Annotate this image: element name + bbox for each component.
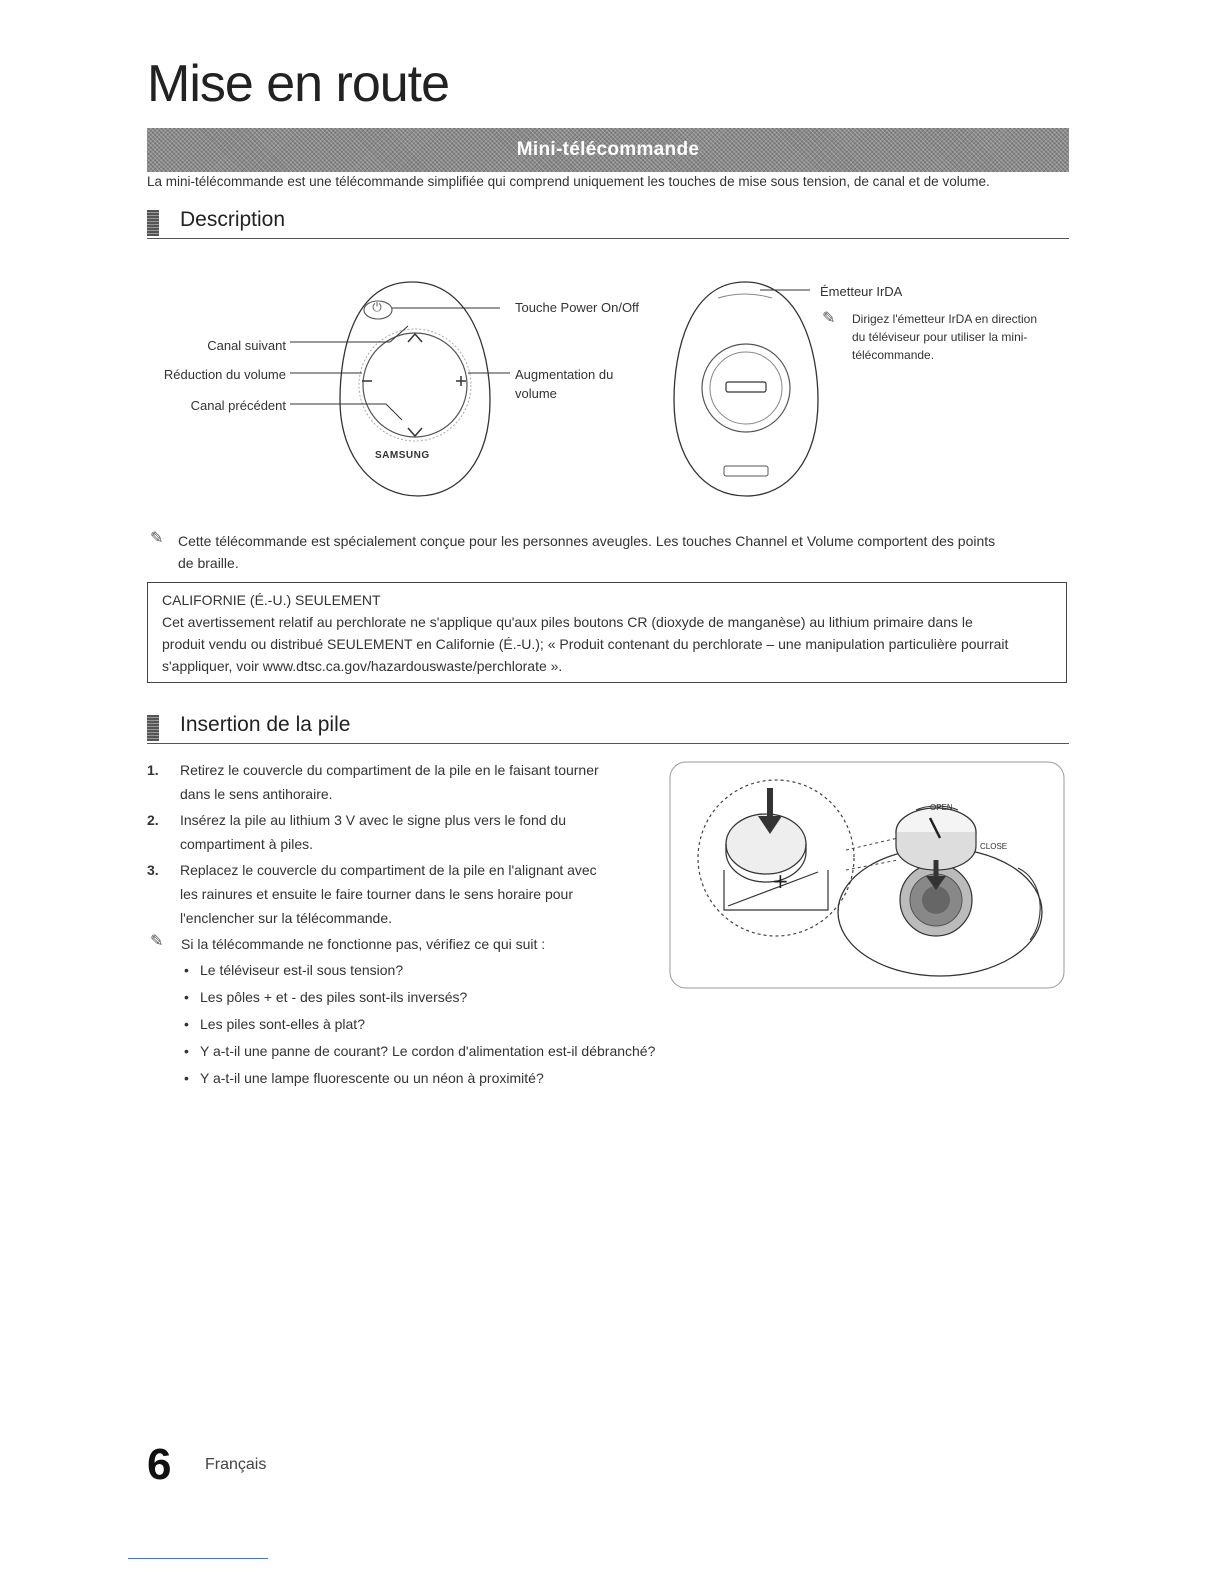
insertion-heading bbox=[147, 713, 1069, 744]
pencil-note-icon: ✎ bbox=[822, 310, 836, 327]
step-item bbox=[147, 758, 647, 806]
check-item: • Les pôles + et - des piles sont-ils inversés? bbox=[180, 984, 655, 1011]
open-label: OPEN bbox=[930, 803, 953, 812]
page-title: Mise en route bbox=[147, 55, 450, 113]
pencil-note-icon: ✎ bbox=[150, 933, 164, 950]
check-item: • Y a-t-il une lampe fluorescente ou un néon à proximité? bbox=[180, 1065, 655, 1092]
california-line-1: Cet avertissement relatif au perchlorate ne s'applique qu'aux piles boutons CR (dioxyde de manganèse) au lithium primaire dans le bbox=[162, 614, 973, 630]
emetteur-note-2: du téléviseur pour utiliser la mini- bbox=[852, 330, 1028, 344]
check-note: Si la télécommande ne fonctionne pas, vérifiez ce qui suit : bbox=[181, 936, 546, 952]
california-line-3: s'appliquer, voir www.dtsc.ca.gov/hazardouswaste/perchlorate ». bbox=[162, 658, 563, 674]
step-text-line: Retirez le couvercle du compartiment de la pile en le faisant tourner bbox=[180, 762, 599, 778]
step-number: 2. bbox=[147, 812, 159, 828]
label-emetteur: Émetteur IrDA bbox=[820, 284, 903, 299]
california-title: CALIFORNIE (É.-U.) SEULEMENT bbox=[162, 592, 381, 608]
page-number: 6 bbox=[147, 1440, 172, 1489]
step-number: 1. bbox=[147, 762, 159, 778]
section-banner bbox=[147, 128, 1069, 172]
step-text-line: l'enclencher sur la télécommande. bbox=[180, 910, 393, 926]
banner-title: Mini-télécommande bbox=[516, 139, 700, 160]
pencil-note-icon: ✎ bbox=[150, 530, 164, 547]
california-line-2: produit vendu ou distribué SEULEMENT en Californie (É.-U.); « Produit contenant du perchlorate – une manipulation particulière pourrait bbox=[162, 636, 1009, 652]
step-number: 3. bbox=[147, 862, 159, 878]
step-text-line: compartiment à piles. bbox=[180, 836, 314, 852]
emetteur-note-3: télécommande. bbox=[852, 348, 935, 362]
check-item: • Les piles sont-elles à plat? bbox=[180, 1011, 655, 1038]
footer-divider bbox=[128, 1558, 268, 1559]
california-notice bbox=[147, 582, 1067, 683]
steps-list bbox=[147, 758, 647, 930]
heading-bar-icon bbox=[147, 715, 159, 741]
battery-insertion-diagram bbox=[668, 760, 1068, 992]
label-augmentation-volume-1: Augmentation du bbox=[515, 367, 614, 382]
step-text-line: Insérez la pile au lithium 3 V avec le signe plus vers le fond du bbox=[180, 812, 566, 828]
insertion-heading-text: Insertion de la pile bbox=[180, 713, 351, 736]
check-list bbox=[180, 957, 655, 1092]
label-reduction-volume: Réduction du volume bbox=[163, 367, 286, 382]
step-text-line: les rainures et ensuite le faire tourner dans le sens horaire pour bbox=[180, 886, 573, 902]
power-icon: ⏻ bbox=[372, 300, 382, 314]
description-heading-text: Description bbox=[180, 208, 286, 231]
close-label: CLOSE bbox=[980, 842, 1008, 851]
check-item: • Y a-t-il une panne de courant? Le cordon d'alimentation est-il débranché? bbox=[180, 1038, 655, 1065]
label-canal-precedent: Canal précédent bbox=[190, 398, 286, 413]
intro-text: La mini-télécommande est une télécommande simplifiée qui comprend uniquement les touches de mise sous tension, de canal et de volume. bbox=[147, 174, 990, 189]
label-touche-power: Touche Power On/Off bbox=[515, 300, 640, 315]
remote-back-illustration bbox=[660, 270, 860, 510]
step-text-line: Replacez le couvercle du compartiment de la pile en l'alignant avec bbox=[180, 862, 597, 878]
description-heading bbox=[147, 208, 1069, 239]
step-text-line: dans le sens antihoraire. bbox=[180, 786, 333, 802]
heading-bar-icon bbox=[147, 210, 159, 236]
label-augmentation-volume-2: volume bbox=[515, 386, 557, 401]
emetteur-note-1: Dirigez l'émetteur IrDA en direction bbox=[852, 312, 1038, 326]
step-item bbox=[147, 858, 647, 930]
svg-text:+: + bbox=[772, 869, 789, 893]
check-item: • Le téléviseur est-il sous tension? bbox=[180, 957, 655, 984]
braille-note-line-1: Cette télécommande est spécialement conçue pour les personnes aveugles. Les touches Channel et Volume comportent des points bbox=[178, 533, 996, 549]
label-canal-suivant: Canal suivant bbox=[207, 338, 286, 353]
braille-note-line-2: de braille. bbox=[178, 555, 239, 571]
page-language: Français bbox=[205, 1456, 267, 1473]
step-item bbox=[147, 808, 647, 856]
samsung-logo: SAMSUNG bbox=[375, 450, 430, 461]
